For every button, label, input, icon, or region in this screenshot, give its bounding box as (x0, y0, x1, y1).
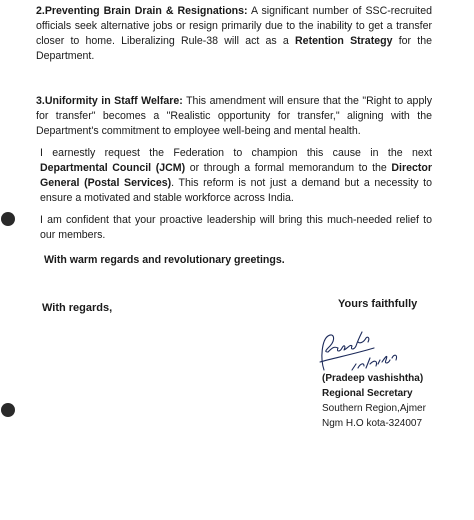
text-request-c: or through a formal memorandum to the (185, 162, 392, 174)
heading-staff-welfare: 3.Uniformity in Staff Welfare: (36, 95, 183, 107)
closing-yours-faithfully: Yours faithfully (338, 298, 418, 310)
punch-hole-bottom (1, 403, 15, 417)
director-general-bold: Director General (Postal Services) (40, 162, 432, 189)
signatory-address: Ngm H.O kota-324007 (322, 418, 423, 429)
handwritten-signature (314, 318, 404, 376)
jcm-bold: Departmental Council (JCM) (40, 162, 186, 174)
text-brain-drain-c: for the Department. (36, 35, 432, 62)
heading-brain-drain: 2.Preventing Brain Drain & Resignations: (36, 5, 248, 17)
paragraph-request (40, 146, 432, 206)
paragraph-brain-drain (36, 4, 432, 64)
retention-strategy-bold: Retention Strategy (295, 35, 393, 47)
closing-with-regards: With regards, (42, 302, 113, 314)
text-confidence: I am confident that your proactive leadership will bring this much-needed relief to our members. (40, 214, 432, 241)
signatory-title: Regional Secretary (322, 388, 413, 399)
text-request-a: I earnestly request the Federation to champion this cause in the next (40, 147, 432, 159)
punch-hole-top (1, 212, 15, 226)
signatory-block (322, 371, 426, 431)
paragraph-confidence (40, 213, 432, 243)
signatory-name: (Pradeep vashishtha) (322, 373, 424, 384)
paragraph-greetings (44, 253, 432, 268)
text-request-e: . This reform is not just a demand but a necessity to ensure a motivated and stable workforce across India. (40, 177, 432, 204)
text-greetings: With warm regards and revolutionary greetings. (44, 254, 285, 266)
signatory-region: Southern Region,Ajmer (322, 403, 426, 414)
text-brain-drain-a: A significant number of SSC-recruited officials seek alternative jobs or resign primarily due to the inability to get a transfer closer to home. Liberalizing Rule-38 will act as a (36, 5, 432, 47)
text-staff-welfare: This amendment will ensure that the "Right to apply for transfer" becomes a "Realistic opportunity for transfer," aligning with the Department's commitment to employee well-being and mental health. (36, 95, 432, 137)
paragraph-staff-welfare (36, 94, 432, 139)
